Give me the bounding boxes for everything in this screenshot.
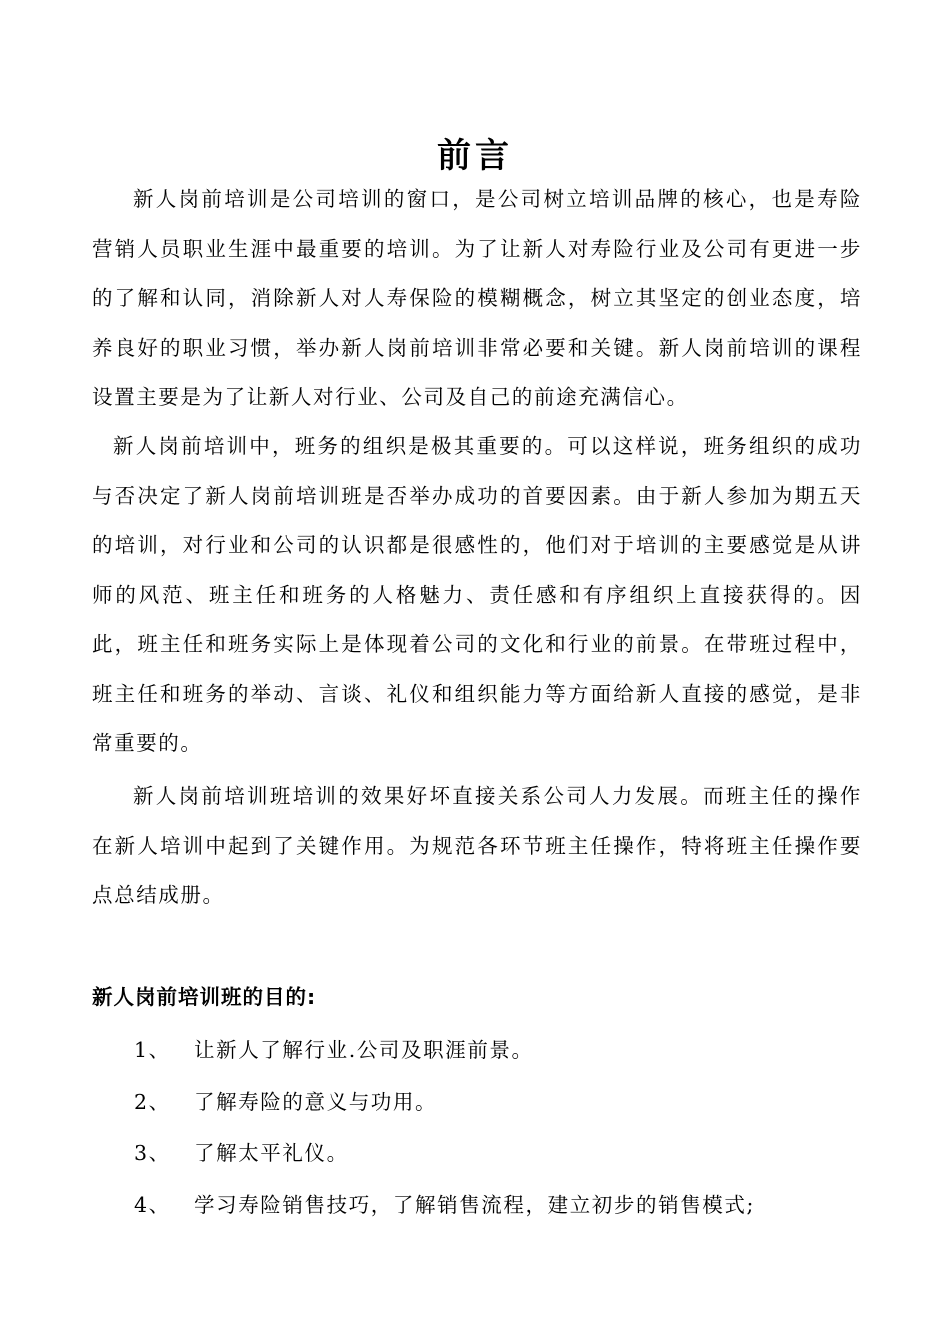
list-item	[0, 1025, 950, 1077]
list-item-number: 4、	[134, 1192, 171, 1217]
list-item-text: 学习寿险销售技巧，了解销售流程，建立初步的销售模式;	[194, 1192, 756, 1217]
intro-paragraph-2: 新人岗前培训中，班务的组织是极其重要的。可以这样说，班务组织的成功与否决定了新人岗前培训班是否举办成功的首要因素。由于新人参加为期五天的培训，对行业和公司的认识都是很感性的，他们对于培训的主要感觉是从讲师的风范、班主任和班务的人格魅力、责任感和有序组织上直接获得的。因此，班主任和班务实际上是体现着公司的文化和行业的前景。在带班过程中，班主任和班务的举动、言谈、礼仪和组织能力等方面给新人直接的感觉，是非常重要的。	[92, 434, 862, 755]
goals-list	[0, 1025, 950, 1231]
list-item-text: 了解寿险的意义与功用。	[194, 1089, 438, 1114]
list-item-number: 1、	[134, 1038, 171, 1062]
list-item	[0, 1180, 950, 1232]
list-item-text: 了解太平礼仪。	[194, 1141, 349, 1165]
section-heading: 新人岗前培训班的目的:	[92, 985, 317, 1009]
list-item	[0, 1128, 950, 1180]
intro-paragraph-1: 新人岗前培训是公司培训的窗口，是公司树立培训品牌的核心，也是寿险营销人员职业生涯中最重要的培训。为了让新人对寿险行业及公司有更进一步的了解和认同，消除新人对人寿保险的模糊概念，树立其坚定的创业态度，培养良好的职业习惯，举办新人岗前培训非常必要和关键。新人岗前培训的课程设置主要是为了让新人对行业、公司及自己的前途充满信心。	[92, 187, 862, 409]
list-item	[0, 1077, 950, 1129]
list-item-number: 3、	[134, 1141, 171, 1165]
intro-paragraph-3: 新人岗前培训班培训的效果好坏直接关系公司人力发展。而班主任的操作在新人培训中起到了关键作用。为规范各环节班主任操作，特将班主任操作要点总结成册。	[92, 784, 862, 907]
page-title: 前言	[437, 136, 513, 176]
list-item-text: 让新人了解行业.公司及职涯前景。	[194, 1038, 534, 1062]
list-item-number: 2、	[134, 1089, 171, 1114]
